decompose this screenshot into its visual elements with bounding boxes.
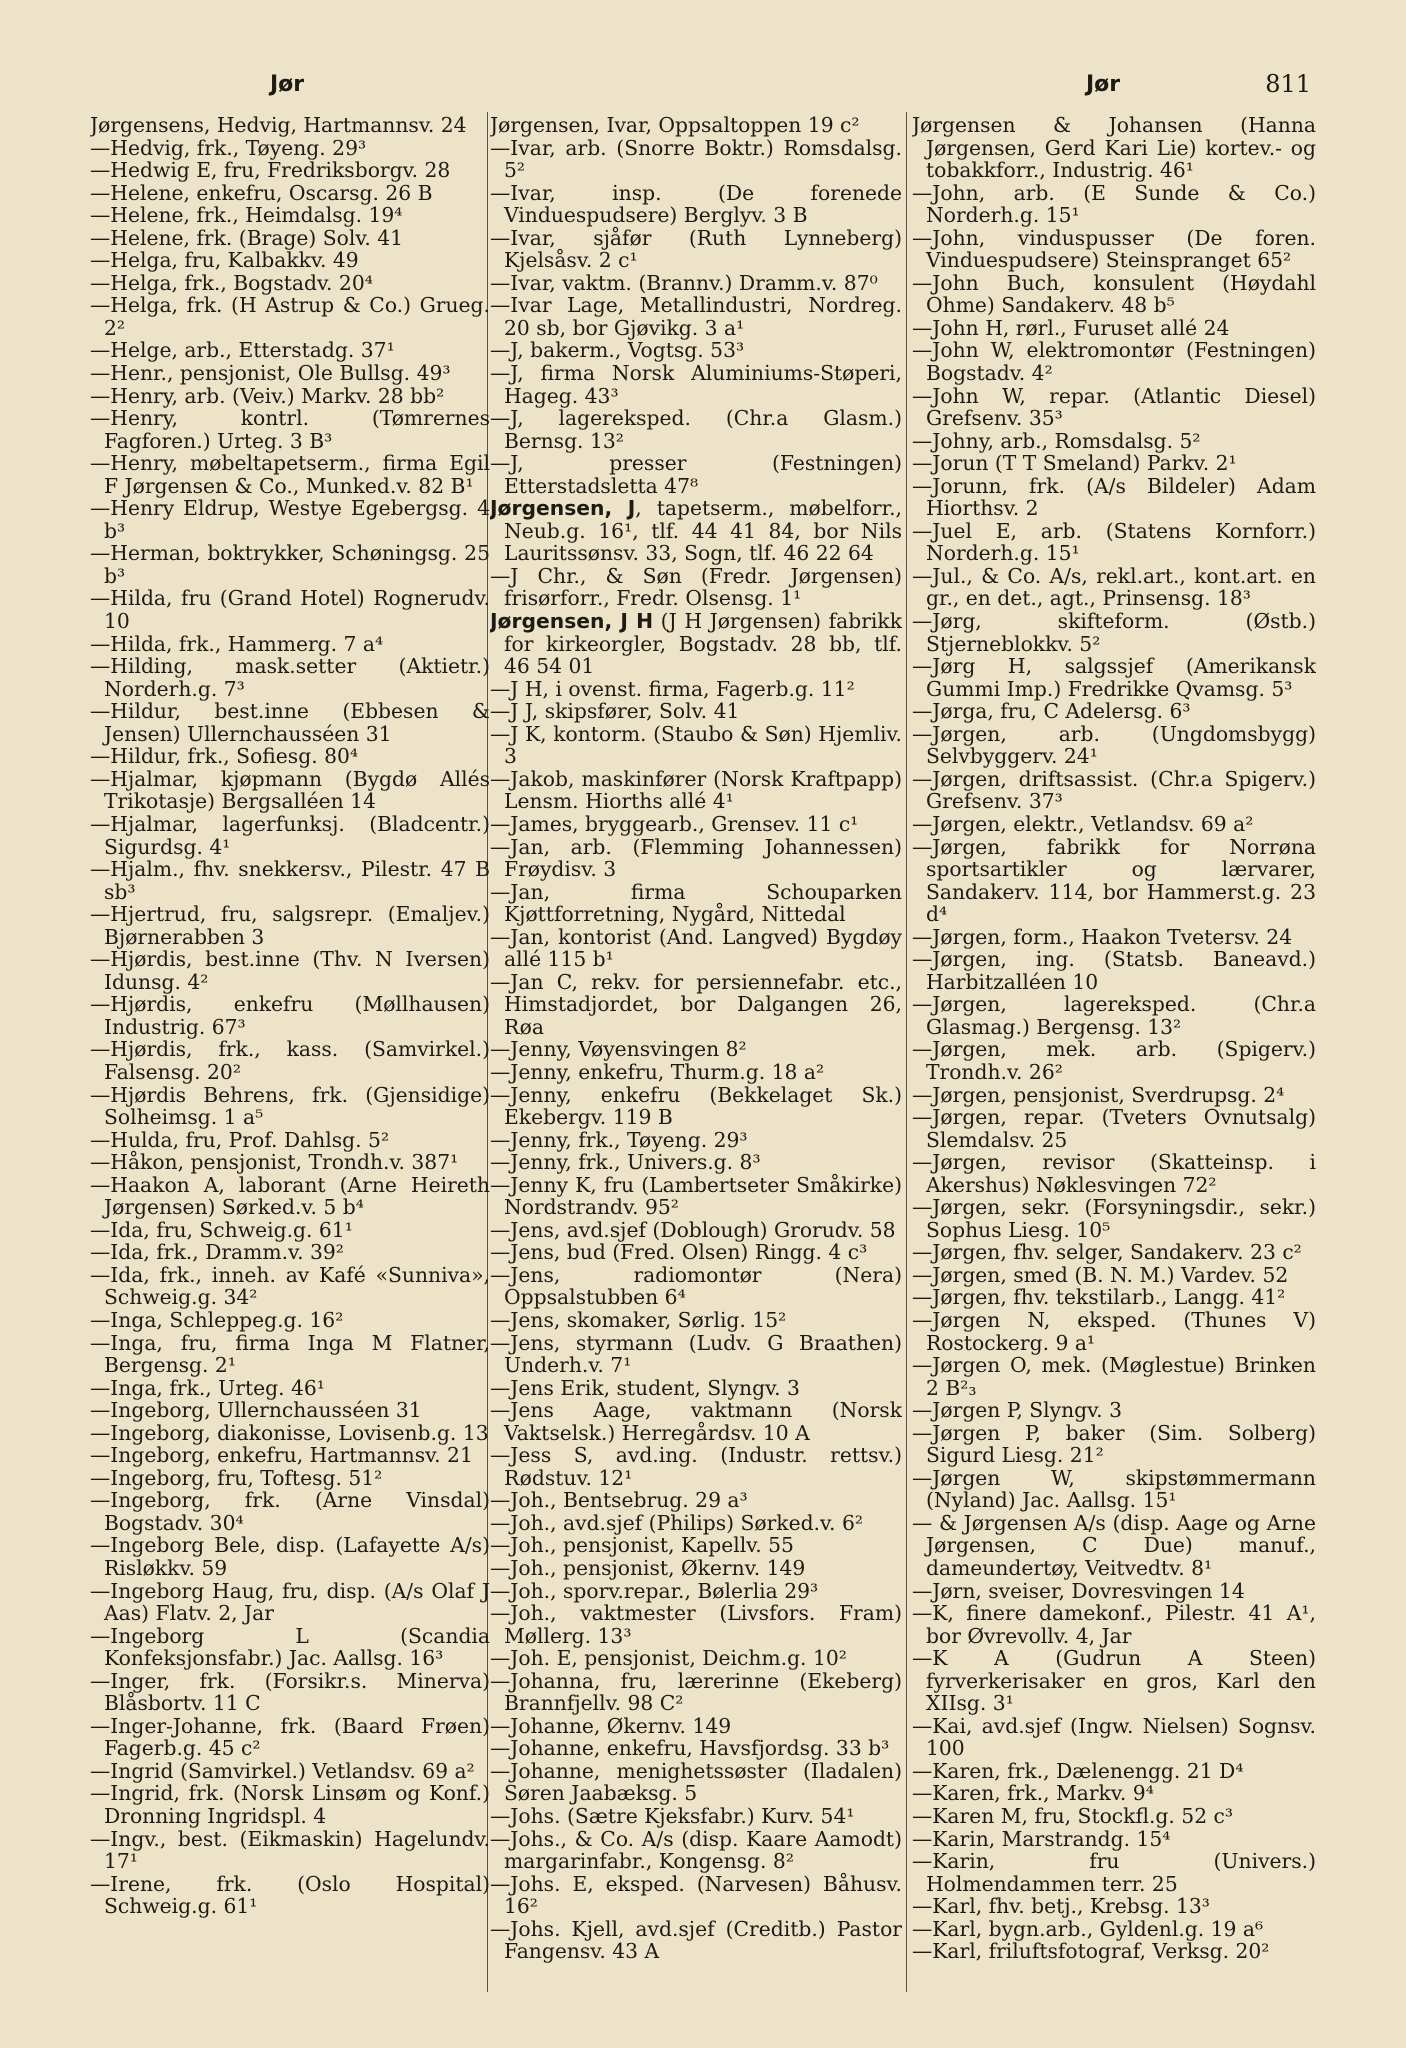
directory-entry: —Jørga, fru, C Adelersg. 6³ <box>912 699 1191 724</box>
directory-entry: —Haakon A, laborant (Arne Heireth Jørgensen) Sørked.v. 5 b⁴ <box>90 1172 490 1220</box>
running-head-left: Jør <box>270 72 305 97</box>
directory-entry: —Jan C, rekv. for persiennefabr. etc., Himstadjordet, bor Dalgangen 26, Røa <box>490 969 902 1039</box>
directory-entry: —Inga, Schleppeg.g. 16² <box>90 1307 344 1332</box>
directory-entry: —Jørgen, form., Haakon Tvetersv. 24 <box>912 924 1293 949</box>
directory-entry: —Juel E, arb. (Statens Kornforr.) Norderh.g. 15¹ <box>912 518 1316 566</box>
directory-entry: —Inga, fru, firma Inga M Flatner, Bergensg. 2¹ <box>90 1330 490 1378</box>
directory-entry: —Jørgen, ing. (Statsb. Baneavd.) Harbitzalléen 10 <box>912 947 1316 994</box>
directory-entry: —Johs., & Co. A/s (disp. Kaare Aamodt) margarinfabr., Kongensg. 8² <box>490 1826 902 1874</box>
directory-entry: —Jørgen P, Slyngv. 3 <box>912 1398 1122 1423</box>
directory-entry: —James, bryggearb., Grensev. 11 c¹ <box>490 811 859 836</box>
directory-entry: —Joh., vaktmester (Livsfors. Fram) Møllerg. 13³ <box>490 1601 902 1648</box>
directory-entry: —Jørgen, elektr., Vetlandsv. 69 a² <box>912 811 1254 836</box>
directory-entry: Jørgensens, Hedvig, Hartmannsv. 24 <box>90 114 467 137</box>
directory-entry: —Ivar, arb. (Snorre Boktr.) Romsdalsg. 5² <box>490 135 902 183</box>
directory-entry: —Jørgen P, baker (Sim. Solberg) Sigurd Liesg. 21² <box>912 1420 1316 1468</box>
directory-entry: —Johanne, menighetssøster (Iladalen) Søren Jaabæksg. 5 <box>490 1758 902 1806</box>
directory-entry: —Jørgen N, eksped. (Thunes V) Rostockerg. 9 a¹ <box>912 1307 1316 1355</box>
directory-column-3 <box>912 114 1316 2004</box>
directory-entry: —Ingeborg, enkefru, Hartmannsv. 21 <box>90 1443 473 1468</box>
directory-entry: —Ingeborg Haug, fru, disp. (A/s Olaf J Aas) Flatv. 2, Jar <box>90 1578 490 1626</box>
directory-entry: —Ida, frk., inneh. av Kafé «Sunniva», Schweig.g. 34² <box>90 1262 490 1310</box>
directory-entry: —Joh., pensjonist, Økernv. 149 <box>490 1556 806 1580</box>
directory-entry: —Jørn, sveiser, Dovresvingen 14 <box>912 1578 1245 1603</box>
directory-entry: —Helene, frk., Heimdalsg. 19⁴ <box>90 203 403 228</box>
directory-entry: —Jørgen, sekr. (Forsyningsdir., sekr.) Sophus Liesg. 10⁵ <box>912 1195 1316 1242</box>
page-number: 811 <box>1265 70 1311 98</box>
directory-entry: —Joh., sporv.repar., Bølerlia 29³ <box>490 1578 819 1603</box>
directory-entry: —Ivar, insp. (De forenede Vinduespudsere) Berglyv. 3 B <box>490 180 902 228</box>
directory-entry: —Hilda, fru (Grand Hotel) Rognerudv. 10 <box>90 586 490 634</box>
directory-entry: —Ingeborg Bele, disp. (Lafayette A/s) Risløkkv. 59 <box>90 1533 490 1580</box>
directory-entry: —J, firma Norsk Aluminiums-Støperi, Hageg. 43³ <box>490 361 902 408</box>
directory-entry: —Hjørdis Behrens, frk. (Gjensidige) Solheimsg. 1 a⁵ <box>90 1082 490 1130</box>
directory-entry: —Hjørdis, best.inne (Thv. N Iversen) Idunsg. 4² <box>90 947 490 994</box>
directory-entry: —Hedwig E, fru, Fredriksborgv. 28 <box>90 158 451 183</box>
directory-entry: —Jørgen, pensjonist, Sverdrupsg. 2⁴ <box>912 1082 1285 1107</box>
directory-entry: —Jørgen, fhv. tekstilarb., Langg. 41² <box>912 1285 1286 1310</box>
directory-entry: —Ingeborg, frk. (Arne Vinsdal) Bogstadv. 30⁴ <box>90 1488 490 1535</box>
directory-entry: —Jørgen, repar. (Tveters Ovnutsalg) Slemdalsv. 25 <box>912 1105 1316 1152</box>
directory-entry: —Joh., Bentsebrug. 29 a³ <box>490 1488 748 1513</box>
directory-column-1 <box>90 114 490 2004</box>
directory-entry: —J, presser (Festningen) Etterstadsletta 47⁸ <box>490 451 902 498</box>
directory-entry: —Jørgen, fabrikk for Norrøna sportsartikler og lærvarer, Sandakerv. 114, bor Hammerst.g. 23 d⁴ <box>912 834 1316 927</box>
directory-entry: —Inger-Johanne, frk. (Baard Frøen) Fagerb.g. 45 c² <box>90 1713 490 1761</box>
directory-entry: —Jørgen, lagereksped. (Chr.a Glasmag.) Bergensg. 13² <box>912 992 1316 1039</box>
directory-entry: —Johanne, enkefru, Havsfjordsg. 33 b³ <box>490 1736 890 1761</box>
directory-entry: —J, lagereksped. (Chr.a Glasm.) Bernsg. 13² <box>490 406 902 453</box>
directory-entry: —Kai, avd.sjef (Ingw. Nielsen) Sognsv. 100 <box>912 1713 1316 1761</box>
directory-entry: —Jørgen, arb. (Ungdomsbygg) Selvbyggerv. 24¹ <box>912 721 1316 769</box>
directory-entry: Jørgensen, Ivar, Oppsaltoppen 19 c² <box>490 114 860 137</box>
directory-entry: —Johs. (Sætre Kjeksfabr.) Kurv. 54¹ <box>490 1804 855 1829</box>
directory-entry: —Jenny, frk., Tøyeng. 29³ <box>490 1127 748 1152</box>
directory-entry: —Hjørdis, frk., kass. (Samvirkel.) Falsensg. 20² <box>90 1037 490 1084</box>
directory-entry: —Ivar, sjåfør (Ruth Lynneberg) Kjelsåsv. 2 c¹ <box>490 225 902 273</box>
directory-entry: —Jenny, frk., Univers.g. 8³ <box>490 1150 761 1175</box>
directory-entry: —Helge, arb., Etterstadg. 37¹ <box>90 338 395 363</box>
directory-entry: —Ivar Lage, Metallindustri, Nordreg. 20 sb, bor Gjøvikg. 3 a¹ <box>490 293 902 340</box>
directory-entry: Jørgensen, J, tapetserm., møbelforr., Neub.g. 16¹, tlf. 44 41 84, bor Nils Lauritssønsv. 33, Sogn, tlf. 46 22 64 <box>490 496 902 566</box>
directory-entry: —Ida, frk., Dramm.v. 39² <box>90 1240 344 1265</box>
directory-entry: —Ingeborg, Ullernchausséen 31 <box>90 1398 422 1423</box>
directory-entry: —Jørgen, fhv. selger, Sandakerv. 23 c² <box>912 1240 1302 1265</box>
directory-entry: —Johny, arb., Romsdalsg. 5² <box>912 428 1201 453</box>
directory-entry: —Helga, frk., Bogstadv. 20⁴ <box>90 270 373 295</box>
directory-entry: —K, finere damekonf., Pilestr. 41 A¹, bor Øvrevollv. 4, Jar <box>912 1601 1316 1648</box>
directory-entry: —Ingrid (Samvirkel.) Vetlandsv. 69 a² <box>90 1758 475 1783</box>
directory-entry: —Karen, frk., Markv. 9⁴ <box>912 1781 1154 1806</box>
directory-entry: —Jens Erik, student, Slyngv. 3 <box>490 1375 800 1400</box>
directory-entry: —J Chr., & Søn (Fredr. Jørgensen) frisørforr., Fredr. Olsensg. 1¹ <box>490 563 902 611</box>
directory-entry: —Jenny, Vøyensvingen 8² <box>490 1037 747 1062</box>
directory-entry: —Håkon, pensjonist, Trondh.v. 387¹ <box>90 1150 459 1175</box>
directory-entry: —Irene, frk. (Oslo Hospital) Schweig.g. 61¹ <box>90 1871 490 1919</box>
directory-entry: —Karl, bygn.arb., Gyldenl.g. 19 a⁶ <box>912 1916 1264 1941</box>
directory-entry: —Henr., pensjonist, Ole Bullsg. 49³ <box>90 361 451 386</box>
directory-entry: —Ida, fru, Schweig.g. 61¹ <box>90 1217 353 1242</box>
directory-entry: —Jørgen W, skipstømmermann (Nyland) Jac. Aallsg. 15¹ <box>912 1465 1316 1513</box>
directory-entry: —Karen M, fru, Stockfl.g. 52 c³ <box>912 1804 1234 1829</box>
directory-entry: —Jens, styrmann (Ludv. G Braathen) Underh.v. 7¹ <box>490 1330 902 1378</box>
directory-entry: —Ingeborg, fru, Toftesg. 51² <box>90 1465 383 1490</box>
directory-entry: —Jørgen O, mek. (Møglestue) Brinken 2 B²₃ <box>912 1353 1316 1400</box>
directory-entry: —Hedvig, frk., Tøyeng. 29³ <box>90 135 367 160</box>
directory-entry: —J H, i ovenst. firma, Fagerb.g. 11² <box>490 676 855 701</box>
directory-entry: —John, arb. (E Sunde & Co.) Norderh.g. 15¹ <box>912 180 1316 228</box>
directory-entry: —Hjørdis, enkefru (Møllhausen) Industrig. 67³ <box>90 992 490 1039</box>
directory-entry: —Hulda, fru, Prof. Dahlsg. 5² <box>90 1127 390 1152</box>
directory-entry: —Helga, frk. (H Astrup & Co.) Grueg. 2² <box>90 293 490 340</box>
directory-entry: —Jenny K, fru (Lambertseter Småkirke) Nordstrandv. 95² <box>490 1172 902 1220</box>
directory-entry: —Jørg, skifteform. (Østb.) Stjerneblokkv. 5² <box>912 609 1316 656</box>
directory-entry: —Herman, boktrykker, Schøningsg. 25 b³ <box>90 541 490 588</box>
directory-entry: —Jakob, maskinfører (Norsk Kraftpapp) Lensm. Hiorths allé 4¹ <box>490 766 902 814</box>
directory-entry: —Helene, enkefru, Oscarsg. 26 B <box>90 180 433 205</box>
directory-entry: Jørgensen & Johansen (Hanna Jørgensen, Gerd Kari Lie) kortev.- og tobakkforr., Industrig. 46¹ <box>912 114 1316 183</box>
running-head-right: Jør <box>1086 72 1121 97</box>
directory-entry: —Jan, kontorist (And. Langved) Bygdøy allé 115 b¹ <box>490 924 902 972</box>
directory-entry: —Henry, møbeltapetserm., firma Egil F Jørgensen & Co., Munked.v. 82 B¹ <box>90 451 490 498</box>
directory-entry: —Jan, arb. (Flemming Johannessen) Frøydisv. 3 <box>490 834 902 882</box>
directory-entry: —Jens, skomaker, Sørlig. 15² <box>490 1307 787 1332</box>
directory-entry: —Hildur, best.inne (Ebbesen & Jensen) Ullernchausséen 31 <box>90 699 490 746</box>
directory-entry: —Karl, fhv. betj., Krebsg. 13³ <box>912 1894 1210 1919</box>
directory-entry: —Joh., pensjonist, Kapellv. 55 <box>490 1533 794 1558</box>
directory-entry: —Hjalm., fhv. snekkersv., Pilestr. 47 B sb³ <box>90 857 490 904</box>
directory-entry: —Joh. E, pensjonist, Deichm.g. 10² <box>490 1646 847 1671</box>
directory-entry: — & Jørgensen A/s (disp. Aage og Arne Jørgensen, C Due) manuf., dameundertøy, Veitvedtv. 8¹ <box>912 1510 1316 1580</box>
directory-entry: —Jess S, avd.ing. (Industr. rettsv.) Rødstuv. 12¹ <box>490 1443 902 1490</box>
directory-entry: —Karl, friluftsfotograf, Verksg. 20² <box>912 1939 1270 1964</box>
directory-entry: —Jorun (T T Smeland) Parkv. 2¹ <box>912 451 1237 476</box>
directory-entry: —Hildur, frk., Sofiesg. 80⁴ <box>90 744 359 769</box>
directory-entry: —Jens Aage, vaktmann (Norsk Vaktselsk.) Herregårdsv. 10 A <box>490 1398 902 1445</box>
directory-entry: —Johs. Kjell, avd.sjef (Creditb.) Pastor Fangensv. 43 A <box>490 1916 902 1964</box>
directory-entry: —Jorunn, frk. (A/s Bildeler) Adam Hiorthsv. 2 <box>912 473 1316 521</box>
directory-entry: —Karen, frk., Dælenengg. 21 D⁴ <box>912 1758 1244 1783</box>
directory-entry: —Karin, Marstrandg. 15⁴ <box>912 1826 1171 1851</box>
directory-entry: —J K, kontorm. (Staubo & Søn) Hjemliv. 3 <box>490 721 902 769</box>
directory-entry: —Inga, frk., Urteg. 46¹ <box>90 1375 325 1400</box>
directory-entry: —John Buch, konsulent (Høydahl Ohme) Sandakerv. 48 b⁵ <box>912 270 1316 318</box>
directory-entry: —J J, skipsfører, Solv. 41 <box>490 699 740 724</box>
directory-entry: —Ingv., best. (Eikmaskin) Hagelundv. 17¹ <box>90 1826 490 1874</box>
directory-entry: —Ingeborg L (Scandia Konfeksjonsfabr.) Jac. Aallsg. 16³ <box>90 1623 490 1671</box>
directory-entry: —K A (Gudrun A Steen) fyrverkerisaker en gros, Karl den XIIsg. 3¹ <box>912 1646 1316 1716</box>
directory-entry: —Johanna, fru, lærerinne (Ekeberg) Brannfjellv. 98 C² <box>490 1668 902 1716</box>
directory-entry: —John H, rørl., Furuset allé 24 <box>912 315 1230 340</box>
directory-entry: —Hjertrud, fru, salgsrepr. (Emaljev.) Bjørnerabben 3 <box>90 902 490 949</box>
directory-entry: —Jenny, enkefru, Thurm.g. 18 a² <box>490 1059 825 1084</box>
directory-entry: —Ingrid, frk. (Norsk Linsøm og Konf.) Dronning Ingridspl. 4 <box>90 1781 490 1829</box>
directory-entry: —Joh., avd.sjef (Philips) Sørked.v. 6² <box>490 1510 863 1535</box>
directory-entry: —Jørgen, mek. arb. (Spigerv.) Trondh.v. 26² <box>912 1037 1316 1084</box>
directory-entry: —Jens, bud (Fred. Olsen) Ringg. 4 c³ <box>490 1240 868 1265</box>
directory-entry: —Jul., & Co. A/s, rekl.art., kont.art. en gr., en det., agt., Prinsensg. 18³ <box>912 563 1316 611</box>
entry-name-bold: Jørgensen, J <box>490 496 636 521</box>
directory-entry: —Hjalmar, lagerfunksj. (Bladcentr.) Sigurdsg. 4¹ <box>90 811 490 859</box>
directory-entry: —Jørgen, revisor (Skatteinsp. i Akershus) Nøklesvingen 72² <box>912 1150 1316 1197</box>
directory-entry: —Hilda, frk., Hammerg. 7 a⁴ <box>90 631 384 656</box>
directory-entry: —John, vinduspusser (De foren. Vinduespudsere) Steinspranget 65² <box>912 225 1316 273</box>
directory-entry: —Jørgen, smed (B. N. M.) Vardev. 52 <box>912 1262 1289 1287</box>
directory-entry: —Hilding, mask.setter (Aktietr.) Norderh.g. 7³ <box>90 654 490 701</box>
directory-entry: —Helga, fru, Kalbakkv. 49 <box>90 248 359 273</box>
directory-entry: —Jenny, enkefru (Bekkelaget Sk.) Ekebergv. 119 B <box>490 1082 902 1130</box>
directory-entry: —Ingeborg, diakonisse, Lovisenb.g. 13 <box>90 1420 489 1445</box>
directory-entry: —Karin, fru (Univers.) Holmendammen terr. 25 <box>912 1849 1316 1896</box>
directory-entry: —Inger, frk. (Forsikr.s. Minerva) Blåsbortv. 11 C <box>90 1668 490 1716</box>
directory-entry: —Henry Eldrup, Westye Egebergsg. 4 b³ <box>90 496 490 543</box>
directory-entry: —Jens, radiomontør (Nera) Oppsalstubben 6⁴ <box>490 1262 902 1310</box>
column-divider <box>906 112 907 1992</box>
directory-column-2 <box>490 114 902 2004</box>
directory-entry: —J, bakerm., Vogtsg. 53³ <box>490 338 745 363</box>
entry-name-bold: Jørgensen, J H <box>490 609 654 634</box>
directory-entry: —John W, repar. (Atlantic Diesel) Grefsenv. 35³ <box>912 383 1316 431</box>
directory-entry: —Jan, firma Schouparken Kjøttforretning, Nygård, Nittedal <box>490 879 902 927</box>
directory-entry: —Helene, frk. (Brage) Solv. 41 <box>90 225 404 250</box>
directory-entry: —Jens, avd.sjef (Doblough) Grorudv. 58 <box>490 1217 896 1242</box>
directory-entry: —Henry, kontrl. (Tømrernes Fagforen.) Urteg. 3 B³ <box>90 406 490 453</box>
directory-entry: —Henry, arb. (Veiv.) Markv. 28 bb² <box>90 383 445 408</box>
directory-entry: Jørgensen, J H (J H Jørgensen) fabrikk for kirkeorgler, Bogstadv. 28 bb, tlf. 46 54 01 <box>490 609 902 679</box>
directory-entry: —John W, elektromontør (Festningen) Bogstadv. 4² <box>912 338 1316 386</box>
directory-entry: —Johanne, Økernv. 149 <box>490 1713 732 1738</box>
directory-entry: —Ivar, vaktm. (Brannv.) Dramm.v. 87⁰ <box>490 270 878 295</box>
directory-entry: —Jørg H, salgssjef (Amerikansk Gummi Imp.) Fredrikke Qvamsg. 5³ <box>912 654 1316 701</box>
directory-entry: —Jørgen, driftsassist. (Chr.a Spigerv.) Grefsenv. 37³ <box>912 766 1316 814</box>
directory-entry: —Johs. E, eksped. (Narvesen) Båhusv. 16² <box>490 1871 902 1919</box>
directory-entry: —Hjalmar, kjøpmann (Bygdø Allés Trikotasje) Bergsalléen 14 <box>90 766 490 814</box>
